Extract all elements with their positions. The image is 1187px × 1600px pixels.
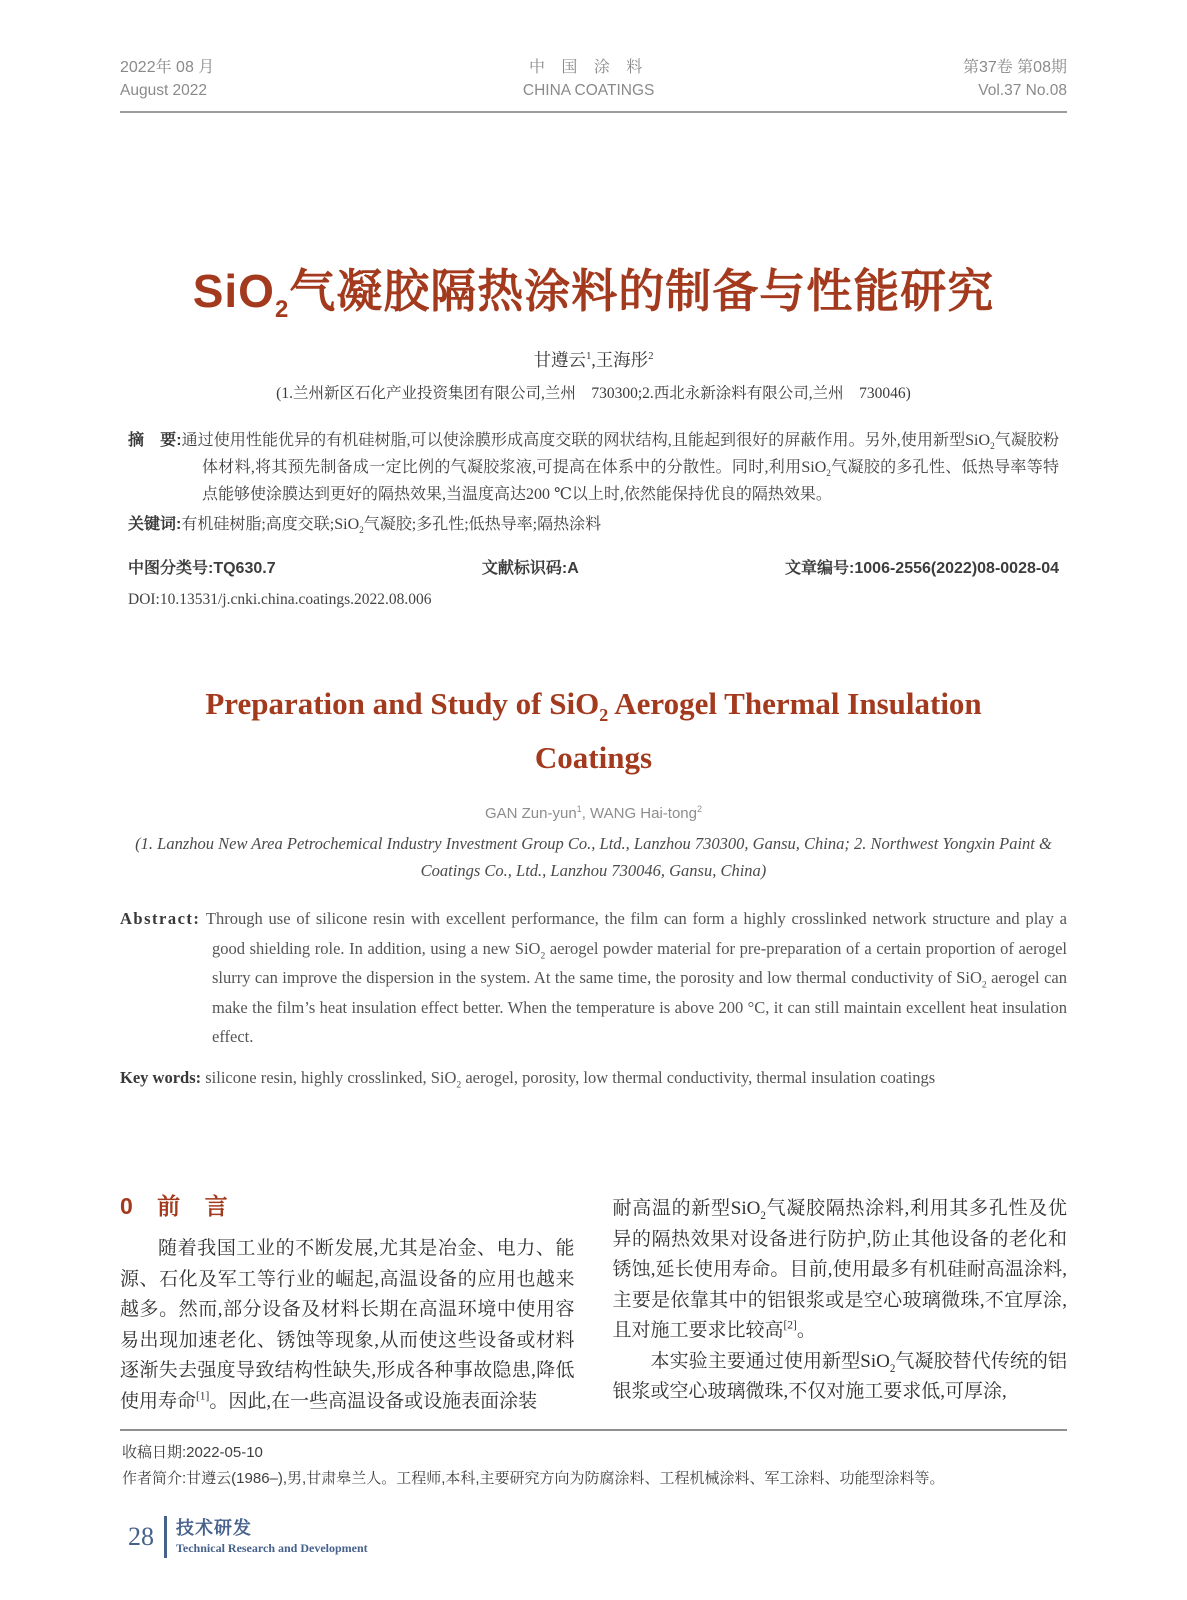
volume-issue — [963, 56, 1067, 102]
keywords-zh-text: 有机硅树脂;高度交联;SiO$_2$气凝胶;多孔性;低热导率;隔热涂料 — [181, 516, 602, 537]
abstract-zh-label: 摘 要: — [128, 432, 182, 449]
body-columns — [120, 1188, 1067, 1417]
authors-zh: 甘遵云$^1$,王海彤$^2$ — [533, 350, 654, 370]
column-label-en: Technical Research and Development — [176, 1540, 368, 1555]
journal-name-zh: 中 国 涂 料 — [528, 59, 649, 76]
page-footer — [128, 1516, 368, 1558]
footnote-block — [120, 1429, 1067, 1492]
issue-date-en: August 2022 — [120, 82, 208, 99]
article-title-en: Preparation and Study of SiO$_2$ Aerogel Thermal Insulation Coatings — [205, 686, 982, 775]
keywords-en — [120, 1063, 1067, 1093]
body-paragraph: 本实验主要通过使用新型SiO$_2$气凝胶替代传统的铝银浆或空心玻璃微珠,不仅对施工要求低,可厚涂, — [612, 1350, 1067, 1402]
keywords-zh — [128, 511, 1059, 538]
footer-divider-bar — [164, 1516, 167, 1558]
header-issue-date — [120, 56, 214, 102]
doi: DOI:10.13531/j.cnki.china.coatings.2022.08.006 — [128, 591, 432, 608]
document-code: 文献标识码:A — [481, 560, 579, 577]
section-heading-introduction: 0 前 言 — [120, 1193, 228, 1219]
abstract-en-label: Abstract: — [120, 909, 201, 928]
column-label-zh: 技术研发 — [176, 1518, 252, 1539]
affiliations-en: (1. Lanzhou New Area Petrochemical Industry Investment Group Co., Ltd., Lanzhou 730300, Gansu, China; 2. Northwest Yongxin Paint & Coatings Co., Ltd., Lanzhou 730046, Gansu, China) — [135, 834, 1052, 880]
received-date: 收稿日期:2022-05-10 — [122, 1444, 263, 1461]
journal-name-en: CHINA COATINGS — [522, 82, 655, 99]
article-id: 文章编号:1006-2556(2022)08-0028-04 — [785, 560, 1059, 577]
body-column-left — [120, 1188, 575, 1417]
keywords-en-label: Key words: — [120, 1067, 202, 1087]
volume-issue-zh: 第37卷 第08期 — [962, 59, 1067, 76]
journal-name — [523, 56, 654, 102]
page-number: 28 — [128, 1522, 154, 1551]
abstract-en — [120, 904, 1067, 1052]
abstract-zh — [128, 427, 1059, 508]
authors-en: GAN Zun-yun$^1$, WANG Hai-tong$^2$ — [484, 804, 703, 822]
column-label — [176, 1518, 368, 1555]
keywords-en-text: silicone resin, highly crosslinked, SiO$_2$ aerogel, porosity, low thermal conductivity, thermal insulation coatings — [201, 1067, 936, 1090]
affiliations-zh: (1.兰州新区石化产业投资集团有限公司,兰州 730300;2.西北永新涂料有限公司,兰州 730046) — [276, 385, 911, 402]
abstract-en-text: Through use of silicone resin with excellent performance, the film can form a highly crosslinked network structure and play a good shielding role. In addition, using a new SiO$_2$ aerogel powder material for pre-preparation of a certain proportion of aerogel slurry can improve the dispersion in the system. At the same time, the porosity and low thermal conductivity of SiO$_2$ aerogel can make the film’s heat insulation effect better. When the temperature is above 200 °C, it can still maintain excellent heat insulation effect. — [200, 909, 1068, 1046]
issue-date-zh: 2022年 08 月 — [120, 59, 215, 76]
article-title-zh: SiO$_2$气凝胶隔热涂料的制备与性能研究 — [192, 265, 995, 324]
volume-issue-en: Vol.37 No.08 — [978, 82, 1067, 99]
journal-header — [120, 56, 1067, 113]
abstract-zh-text: 通过使用性能优异的有机硅树脂,可以使涂膜形成高度交联的网状结构,且能起到很好的屏蔽作用。另外,使用新型SiO$_2$气凝胶粉体材料,将其预先制备成一定比例的气凝胶浆液,可提高在体系中的分散性。同时,利用SiO$_2$气凝胶的多孔性、低热导率等特点能够使涂膜达到更好的隔热效果,当温度高达200 ℃以上时,依然能保持优良的隔热效果。 — [181, 432, 1059, 503]
keywords-zh-label: 关键词: — [128, 516, 182, 533]
body-column-right — [613, 1188, 1068, 1417]
body-paragraph: 随着我国工业的不断发展,尤其是冶金、电力、能源、石化及军工等行业的崛起,高温设备的应用也越来越多。然而,部分设备及材料长期在高温环境中使用容易出现加速老化、锈蚀等现象,从而使这些设备或材料逐渐失去强度导致结构性缺失,形成各种事故隐患,降低使用寿命[1]。因此,在一些高温设备或设施表面涂装 — [120, 1238, 575, 1412]
author-bio: 作者简介:甘遵云(1986–),男,甘肃皋兰人。工程师,本科,主要研究方向为防腐涂料、工程机械涂料、军工涂料、功能型涂料等。 — [122, 1470, 945, 1487]
body-paragraph: 耐高温的新型SiO$_2$气凝胶隔热涂料,利用其多孔性及优异的隔热效果对设备进行防护,防止其他设备的老化和锈蚀,延长使用寿命。目前,使用最多有机硅耐高温涂料,主要是依靠其中的铝银浆或是空心玻璃微珠,不宜厚涂,且对施工要求比较高[2]。 — [612, 1198, 1067, 1341]
clc-number: 中图分类号:TQ630.7 — [128, 560, 276, 577]
classification-row — [120, 555, 1067, 578]
